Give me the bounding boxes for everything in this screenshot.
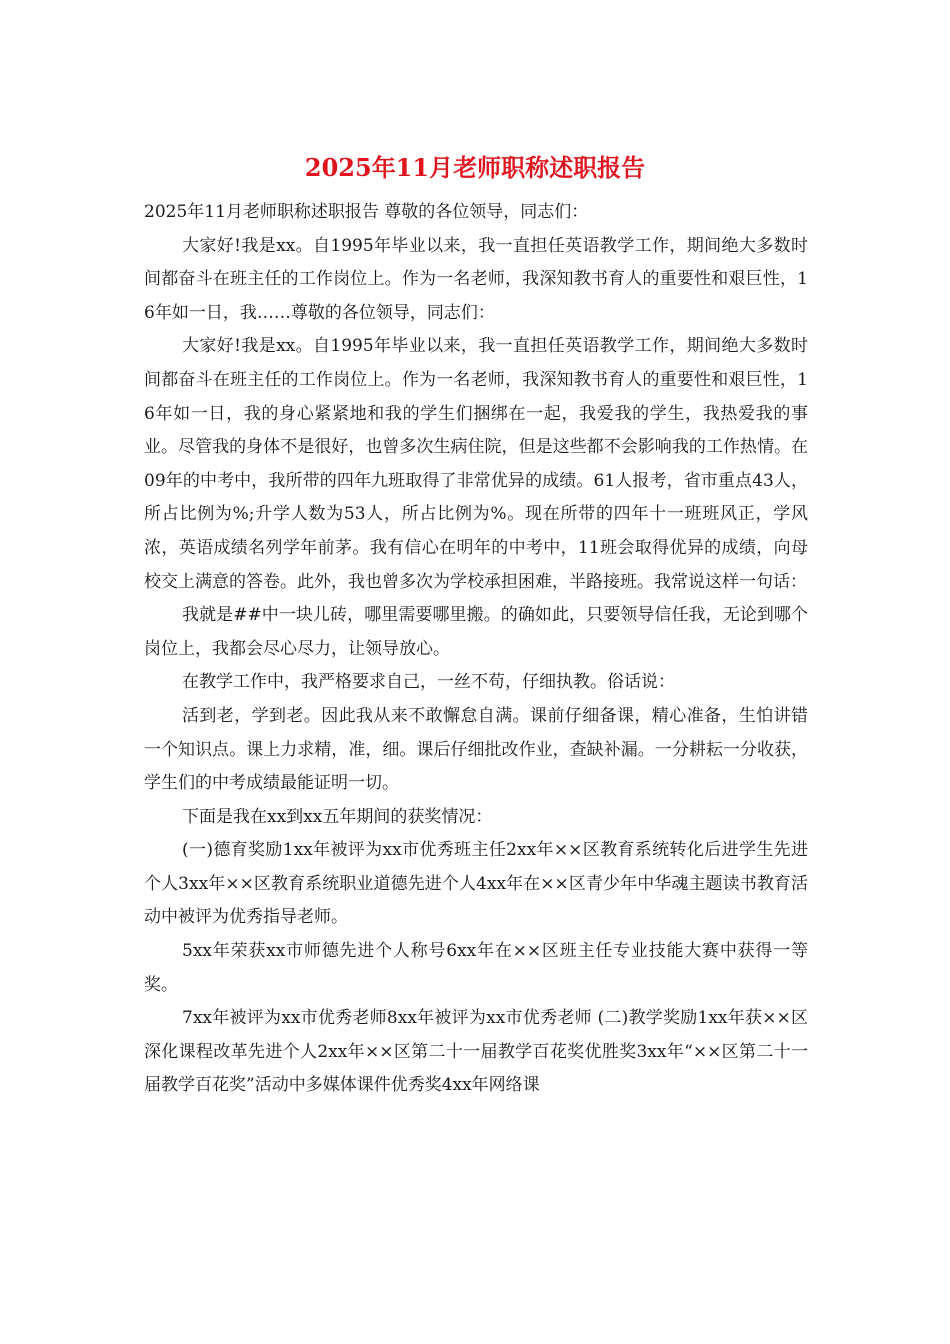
- paragraph: 我就是##中一块儿砖，哪里需要哪里搬。的确如此，只要领导信任我，无论到哪个岗位上，我都会尽心尽力，让领导放心。: [144, 605, 808, 659]
- document-title: 2025年11月老师职称述职报告: [304, 153, 646, 182]
- paragraph: (一)德育奖励1xx年被评为xx市优秀班主任2xx年××区教育系统转化后进学生先进个人3xx年××区教育系统职业道德先进个人4xx年在××区青少年中华魂主题读书教育活动中被评为优秀指导老师。: [144, 840, 808, 928]
- paragraph: 在教学工作中，我严格要求自己，一丝不苟，仔细执教。俗话说：: [182, 672, 675, 693]
- paragraph: 大家好!我是xx。自1995年毕业以来，我一直担任英语教学工作，期间绝大多数时间都奋斗在班主任的工作岗位上。作为一名老师，我深知教书育人的重要性和艰巨性，16年如一日，我……尊敬的各位领导，同志们：: [144, 235, 808, 323]
- paragraph: 7xx年被评为xx市优秀老师8xx年被评为xx市优秀老师 (二)教学奖励1xx年获××区深化课程改革先进个人2xx年××区第二十一届教学百花奖优胜奖3xx年“××区第二十一届教学百花奖”活动中多媒体课件优秀奖4xx年网络课: [144, 1008, 808, 1096]
- document-body: [144, 196, 808, 1103]
- paragraph: 活到老，学到老。因此我从来不敢懈怠自满。课前仔细备课，精心准备，生怕讲错一个知识点。课上力求精，准，细。课后仔细批改作业，查缺补漏。一分耕耘一分收获，学生们的中考成绩最能证明一切。: [144, 705, 808, 794]
- paragraph: 5xx年荣获xx市师德先进个人称号6xx年在××区班主任专业技能大赛中获得一等奖。: [144, 941, 808, 995]
- paragraph: 大家好!我是xx。自1995年毕业以来，我一直担任英语教学工作，期间绝大多数时间都奋斗在班主任的工作岗位上。作为一名老师，我深知教书育人的重要性和艰巨性，16年如一日，我的身心紧紧地和我的学生们捆绑在一起，我爱我的学生，我热爱我的事业。尽管我的身体不是很好，也曾多次生病住院，但是这些都不会影响我的工作热情。在09年的中考中，我所带的四年九班取得了非常优异的成绩。61人报考，省市重点43人，所占比例为%;升学人数为53人，所占比例为%。现在所带的四年十一班班风正，学风浓，英语成绩名列学年前茅。我有信心在明年的中考中，11班会取得优异的成绩，向母校交上满意的答卷。此外，我也曾多次为学校承担困难，半路接班。我常说这样一句话：: [144, 336, 808, 592]
- paragraph: 下面是我在xx到xx五年期间的获奖情况：: [182, 806, 493, 827]
- paragraph: 2025年11月老师职称述职报告 尊敬的各位领导，同志们：: [144, 202, 589, 222]
